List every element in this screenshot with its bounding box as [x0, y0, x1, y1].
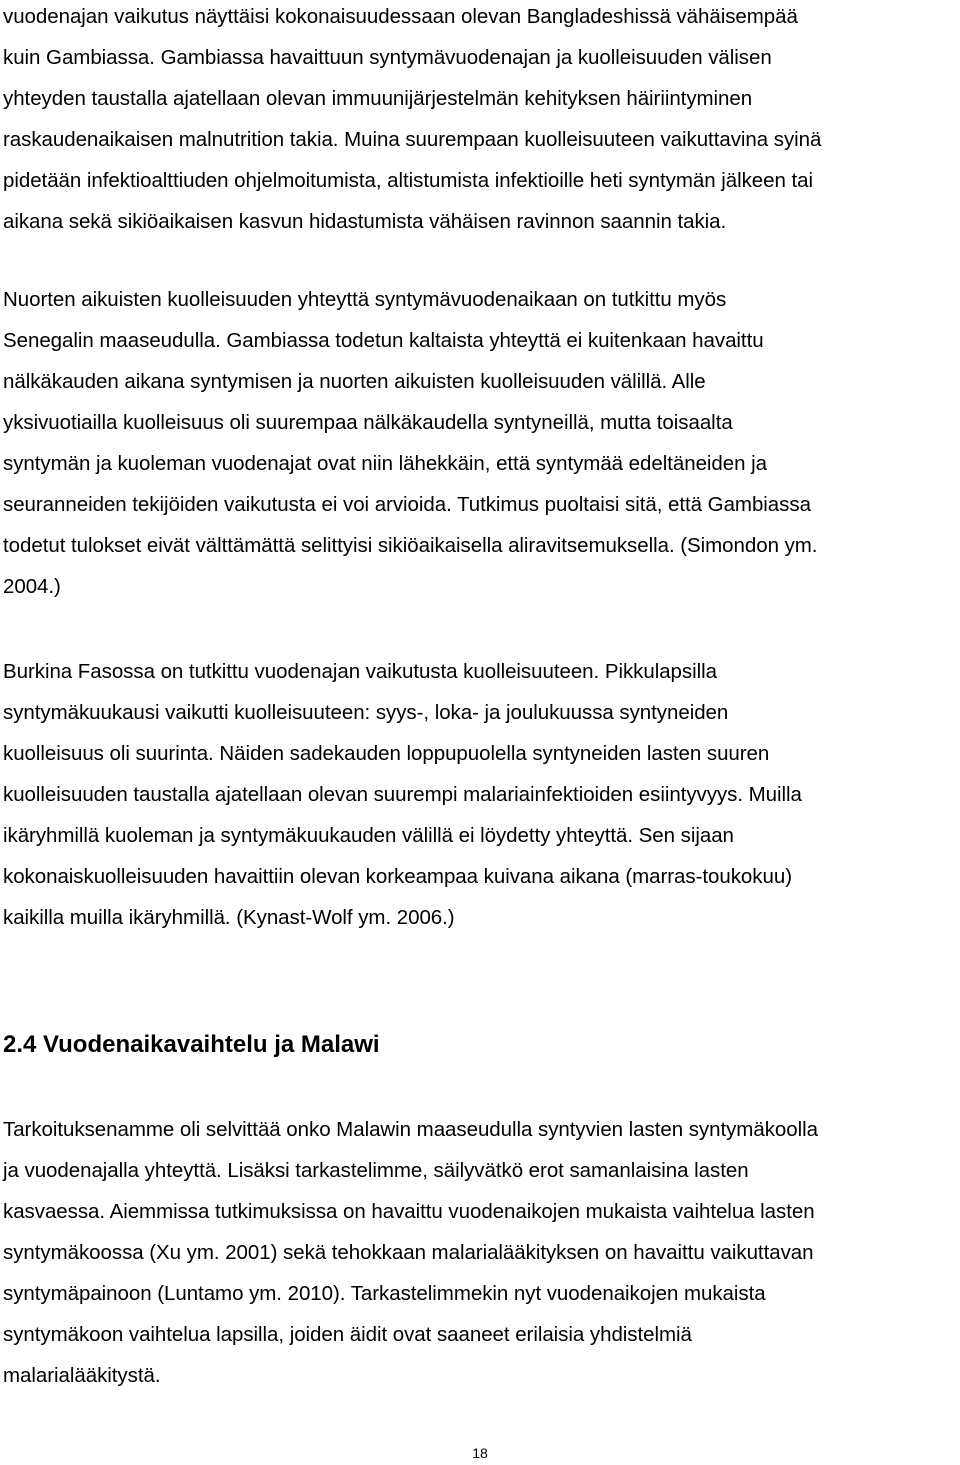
page-number: 18: [472, 1445, 488, 1461]
text-line: syntymäkoossa (Xu ym. 2001) sekä tehokkaan malarialääkityksen on havaittu vaikuttavan: [3, 1241, 814, 1264]
text-line: yhteyden taustalla ajatellaan olevan immuunijärjestelmän kehityksen häiriintyminen: [3, 87, 753, 110]
paragraph-bangladesh-gambia: [3, 0, 821, 242]
text-line: seuranneiden tekijöiden vaikutusta ei voi arvioida. Tutkimus puoltaisi sitä, että Gambiassa: [3, 493, 811, 516]
text-line: kuin Gambiassa. Gambiassa havaittuun syntymävuodenajan ja kuolleisuuden välisen: [3, 46, 772, 69]
text-line: kuolleisuus oli suurinta. Näiden sadekauden loppupuolella syntyneiden lasten suuren: [3, 742, 770, 765]
text-line: nälkäkauden aikana syntymisen ja nuorten aikuisten kuolleisuuden välillä. Alle: [3, 370, 706, 393]
paragraph-burkina-faso: [3, 651, 802, 938]
text-line: syntymäpainoon (Luntamo ym. 2010). Tarkastelimmekin nyt vuodenaikojen mukaista: [3, 1282, 766, 1305]
text-line: ikäryhmillä kuoleman ja syntymäkuukauden välillä ei löydetty yhteyttä. Sen sijaan: [3, 824, 734, 847]
text-line: syntymän ja kuoleman vuodenajat ovat niin lähekkäin, että syntymää edeltäneiden ja: [3, 452, 767, 475]
text-line: todetut tulokset eivät välttämättä selittyisi sikiöaikaisella aliravitsemuksella. (Simondon ym.: [3, 534, 818, 557]
text-line: ja vuodenajalla yhteyttä. Lisäksi tarkastelimme, säilyvätkö erot samanlaisina lasten: [3, 1159, 749, 1182]
text-line: syntymäkoon vaihtelua lapsilla, joiden äidit ovat saaneet erilaisia yhdistelmiä: [3, 1323, 692, 1346]
text-line: Nuorten aikuisten kuolleisuuden yhteyttä syntymävuodenaikaan on tutkittu myös: [3, 288, 727, 311]
text-line: kuolleisuuden taustalla ajatellaan olevan suurempi malariainfektioiden esiintyvyys. Muilla: [3, 783, 802, 806]
text-line: raskaudenaikaisen malnutrition takia. Muina suurempaan kuolleisuuteen vaikuttavina syinä: [3, 128, 822, 151]
text-line: aikana sekä sikiöaikaisen kasvun hidastumista vähäisen ravinnon saannin takia.: [3, 210, 727, 233]
text-line: Burkina Fasossa on tutkittu vuodenajan vaikutusta kuolleisuuteen. Pikkulapsilla: [3, 660, 717, 683]
text-line: pidetään infektioalttiuden ohjelmoitumista, altistumista infektioille heti syntymän jälkeen tai: [3, 169, 813, 192]
text-line: kokonaiskuolleisuuden havaittiin olevan korkeampaa kuivana aikana (marras-toukokuu): [3, 865, 792, 888]
text-line: malarialääkitystä.: [3, 1364, 161, 1387]
text-line: yksivuotiailla kuolleisuus oli suurempaa nälkäkaudella syntyneillä, mutta toisaalta: [3, 411, 733, 434]
text-line: Senegalin maaseudulla. Gambiassa todetun kaltaista yhteyttä ei kuitenkaan havaittu: [3, 329, 764, 352]
text-line: Tarkoituksenamme oli selvittää onko Malawin maaseudulla syntyvien lasten syntymäkoolla: [3, 1118, 818, 1141]
paragraph-senegal: [3, 279, 817, 607]
text-line: 2004.): [3, 575, 61, 598]
text-line: syntymäkuukausi vaikutti kuolleisuuteen: syys-, loka- ja joulukuussa syntyneiden: [3, 701, 729, 724]
text-line: kaikilla muilla ikäryhmillä. (Kynast-Wolf ym. 2006.): [3, 906, 455, 929]
paragraph-malawi-aims: [3, 1109, 818, 1396]
text-line: kasvaessa. Aiemmissa tutkimuksissa on havaittu vuodenaikojen mukaista vaihtelua lasten: [3, 1200, 815, 1223]
section-heading: 2.4 Vuodenaikavaihtelu ja Malawi: [3, 1031, 380, 1058]
text-line: vuodenajan vaikutus näyttäisi kokonaisuudessaan olevan Bangladeshissä vähäisempää: [3, 5, 798, 28]
